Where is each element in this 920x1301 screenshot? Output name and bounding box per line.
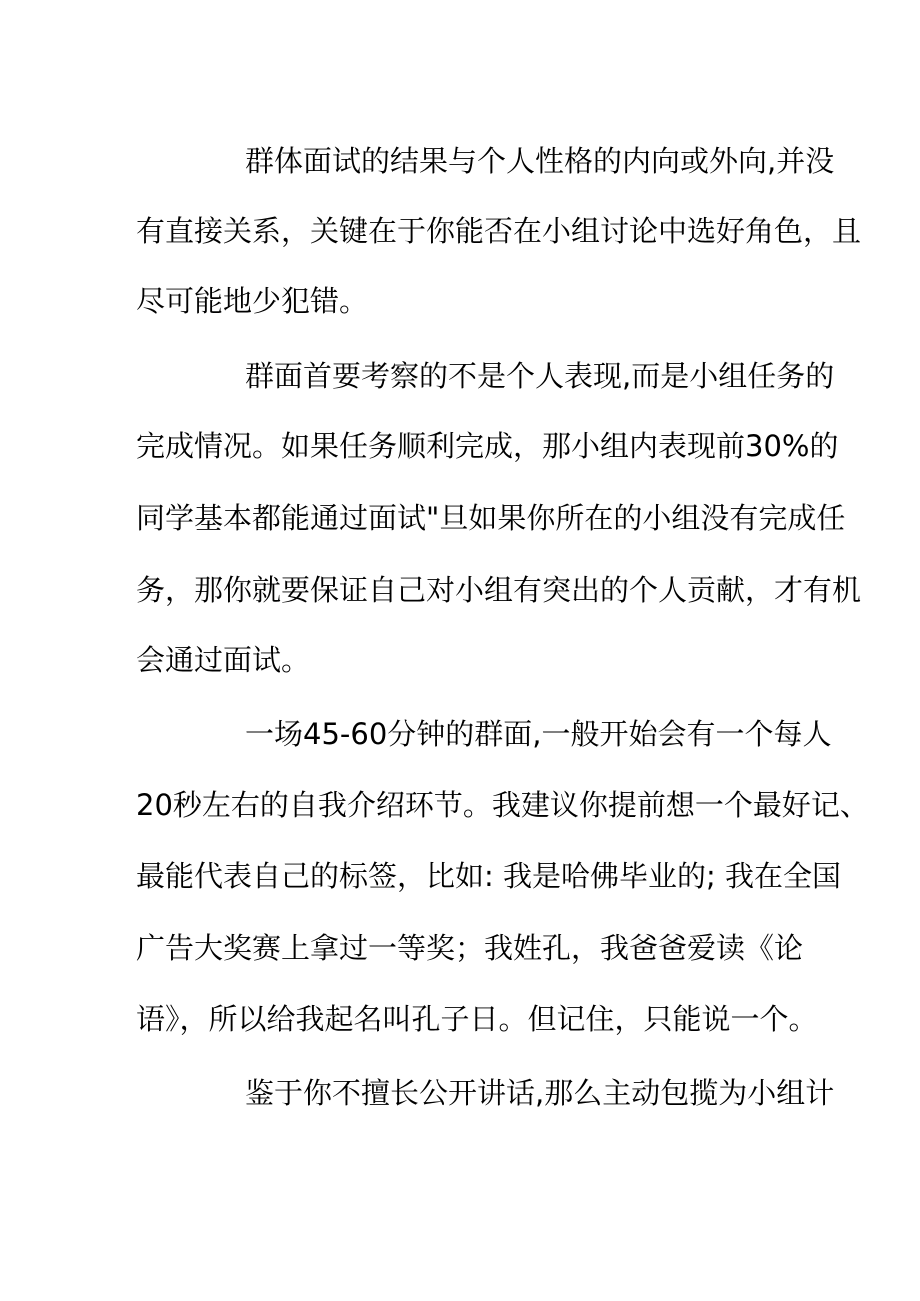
paragraph-2-line-1: 群面首要考察的不是个人表现,而是小组任务的 [245,359,835,393]
paragraph-1-line-1: 群体面试的结果与个人性格的内向或外向,并没 [245,144,835,178]
paragraph-3-line-4: 广告大奖赛上拿过一等奖；我姓孔，我爸爸爱读《论 [136,931,804,965]
paragraph-1-line-3: 尽可能地少犯错。 [136,284,369,318]
paragraph-1-line-2: 有直接关系，关键在于你能否在小组讨论中选好角色，且 [136,214,862,248]
paragraph-2-line-2: 完成情况。如果任务顺利完成，那小组内表现前30%的 [136,429,839,463]
paragraph-2-line-4: 务，那你就要保证自己对小组有突出的个人贡献，才有机 [136,573,862,607]
paragraph-2-line-3: 同学基本都能通过面试"旦如果你所在的小组没有完成任 [136,501,846,535]
paragraph-3-line-3: 最能代表自己的标签，比如: 我是哈佛毕业的; 我在全国 [136,859,841,893]
paragraph-3-line-2: 20秒左右的自我介绍环节。我建议你提前想一个最好记、 [136,788,869,822]
paragraph-4-line-1: 鉴于你不擅长公开讲话,那么主动包揽为小组计 [245,1076,835,1110]
paragraph-2-line-5: 会通过面试。 [136,643,311,677]
paragraph-3-line-5: 语》，所以给我起名叫孔子日。但记住，只能说一个。 [136,1002,818,1036]
paragraph-3-line-1: 一场45-60分钟的群面,一般开始会有一个每人 [245,717,832,751]
